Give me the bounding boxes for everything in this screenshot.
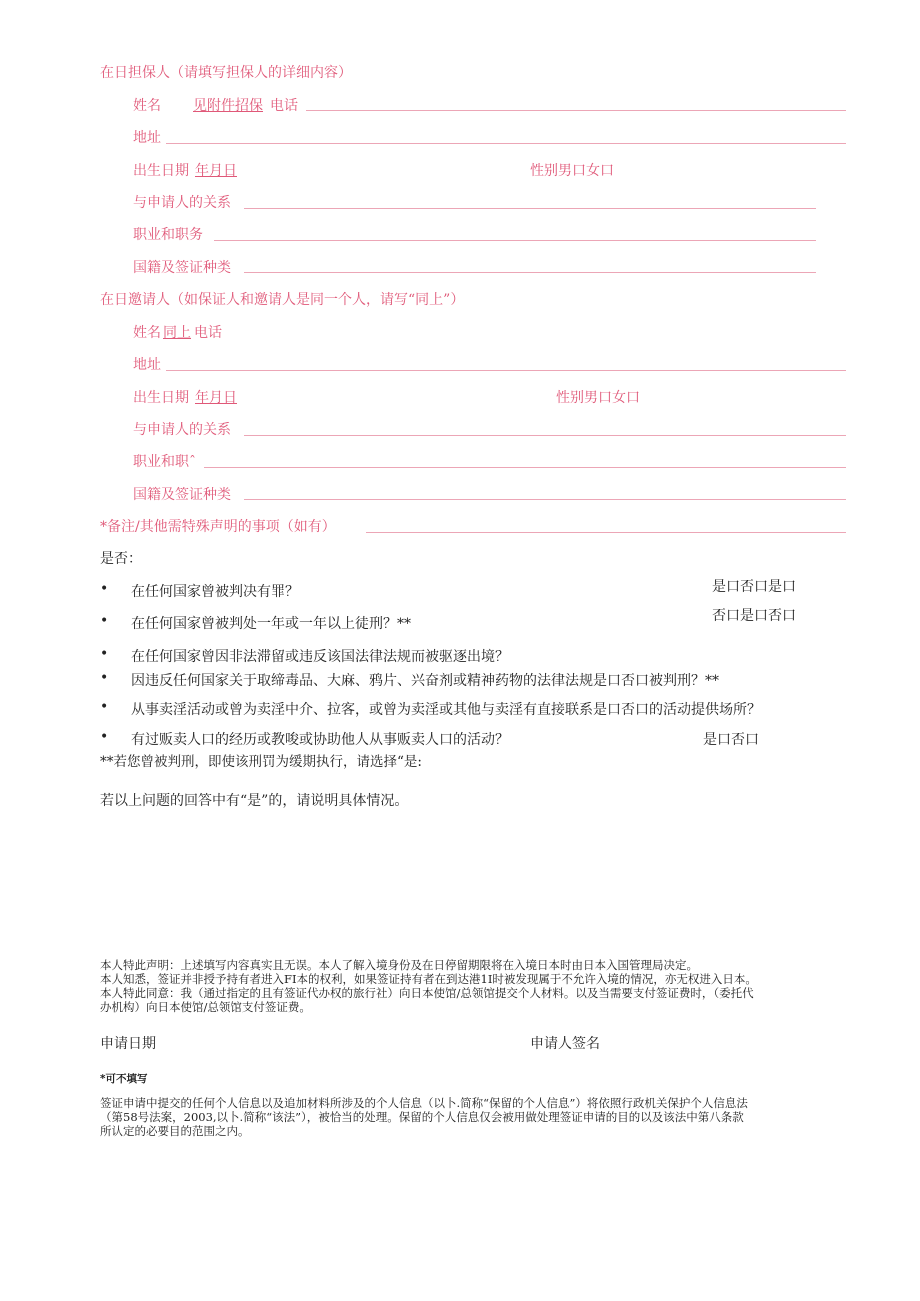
bullet-3: • [100, 646, 109, 662]
guarantor-nationality-label: 国籍及签证种类 [133, 260, 231, 276]
inviter-nationality-field[interactable] [244, 499, 846, 500]
inviter-heading: 在日邀请人（如保证人和邀请人是同一个人，请写“同上”） [100, 292, 465, 308]
inviter-occupation-label: 职业和职ˆ [133, 454, 196, 470]
guarantor-heading: 在日担保人（请填写担保人的详细内容） [100, 65, 352, 81]
declaration-line-1: 本人特此声明：上述填写内容真实且无误。本人了解入境身份及在日停留期限将在入境日本时由日本入国管理局决定。 [100, 958, 698, 972]
inviter-occupation-field[interactable] [204, 467, 846, 468]
inviter-nationality-label: 国籍及签证种类 [133, 487, 231, 503]
signature-label[interactable]: 申请人签名 [530, 1036, 600, 1052]
privacy-line-2: （第58号法案，2003,以卜.简称“该法”），被恰当的处理。保留的个人信息仅会被用做处理签证申请的目的以及该法中第八条款 [100, 1110, 744, 1124]
guarantor-address-field[interactable] [166, 143, 846, 144]
inviter-gender-field[interactable]: 性别男口女口 [556, 390, 640, 406]
guarantor-phone-field[interactable] [306, 110, 846, 111]
guarantor-nationality-field[interactable] [244, 272, 816, 273]
bullet-4: • [100, 670, 109, 686]
declaration-line-4: 办机构）向日本使馆/总领馆支付签证费。 [100, 1000, 311, 1014]
declaration-line-2: 本人知悉，签证并非授予持有者进入FI本的权利，如果签证持有者在到达港1I时被发现属于不允许入境的情况，亦无权进入日本。 [100, 972, 757, 986]
apply-date-label[interactable]: 申请日期 [100, 1036, 156, 1052]
guarantor-gender-field[interactable]: 性别男口女口 [530, 163, 614, 179]
guarantor-relation-field[interactable] [244, 208, 816, 209]
guarantor-dob-label: 出生日期 [133, 163, 189, 179]
inviter-address-field[interactable] [166, 370, 846, 371]
declaration-line-3: 本人特此同意：我（通过指定的且有签证代办权的旅行社）向日本使馆/总领馆提交个人材料。以及当需要支付签证费时，（委托代 [100, 986, 754, 1000]
bullet-6: • [100, 729, 109, 745]
guarantor-relation-label: 与申请人的关系 [133, 195, 231, 211]
privacy-line-3: 所认定的必要目的范围之内。 [100, 1124, 250, 1138]
remarks-field[interactable] [366, 532, 846, 533]
question-1: 在任何国家曾被判决有罪？ [131, 584, 299, 600]
inviter-relation-label: 与申请人的关系 [133, 422, 231, 438]
bullet-1: • [100, 581, 109, 597]
guarantor-dob-value[interactable]: 年月日 [195, 163, 237, 179]
question-1-answer-checkboxes[interactable]: 是口否口是口 [712, 579, 796, 595]
inviter-name-value[interactable]: 同上 [163, 325, 191, 341]
guarantor-name-value[interactable]: 见附件招保 [193, 98, 263, 114]
questions-heading: 是否： [100, 551, 142, 567]
guarantor-phone-label: 电话 [270, 98, 298, 114]
privacy-line-1: 签证申请中提交的任何个人信息以及追加材料所涉及的个人信息（以卜.简称“保留的个人信息”）将依照行政机关保护个人信息法 [100, 1096, 748, 1110]
bullet-2: • [100, 613, 109, 629]
inviter-address-label: 地址 [133, 357, 161, 373]
question-6-answer-checkboxes[interactable]: 是口否口 [703, 732, 759, 748]
guarantor-address-label: 地址 [133, 130, 161, 146]
inviter-name-label: 姓名 [133, 325, 161, 341]
question-6: 有过贩卖人口的经历或教唆或协助他人从事贩卖人口的活动？ [131, 732, 509, 748]
inviter-relation-field[interactable] [244, 435, 846, 436]
footnote-sentence: **若您曾被判刑，即使该刑罚为缓期执行，请选择“是: [100, 754, 422, 770]
guarantor-name-label: 姓名 [133, 98, 161, 114]
optional-note: *可不填写 [100, 1073, 148, 1085]
inviter-dob-value[interactable]: 年月日 [195, 390, 237, 406]
question-5[interactable]: 从事卖淫活动或曾为卖淫中介、拉客，或曾为卖淫或其他与卖淫有直接联系是口否口的活动提供场所？ [131, 702, 761, 718]
question-3: 在任何国家曾因非法滞留或违反该国法律法规而被驱逐出境？ [131, 649, 509, 665]
inviter-dob-label: 出生日期 [133, 390, 189, 406]
guarantor-occupation-label: 职业和职务 [133, 227, 203, 243]
question-2: 在任何国家曾被判处一年或一年以上徒刑？** [131, 616, 411, 632]
guarantor-occupation-field[interactable] [214, 240, 816, 241]
inviter-phone-label: 电话 [194, 325, 222, 341]
remarks-label: *备注/其他需特殊声明的事项（如有） [100, 519, 336, 535]
explain-instruction: 若以上问题的回答中有“是”的，请说明具体情况。 [100, 793, 409, 809]
question-4[interactable]: 因违反任何国家关于取缔毒品、大麻、鸦片、兴奋剂或精神药物的法律法规是口否口被判刑？** [131, 673, 719, 689]
question-2-answer-checkboxes[interactable]: 否口是口否口 [712, 608, 796, 624]
bullet-5: • [100, 699, 109, 715]
